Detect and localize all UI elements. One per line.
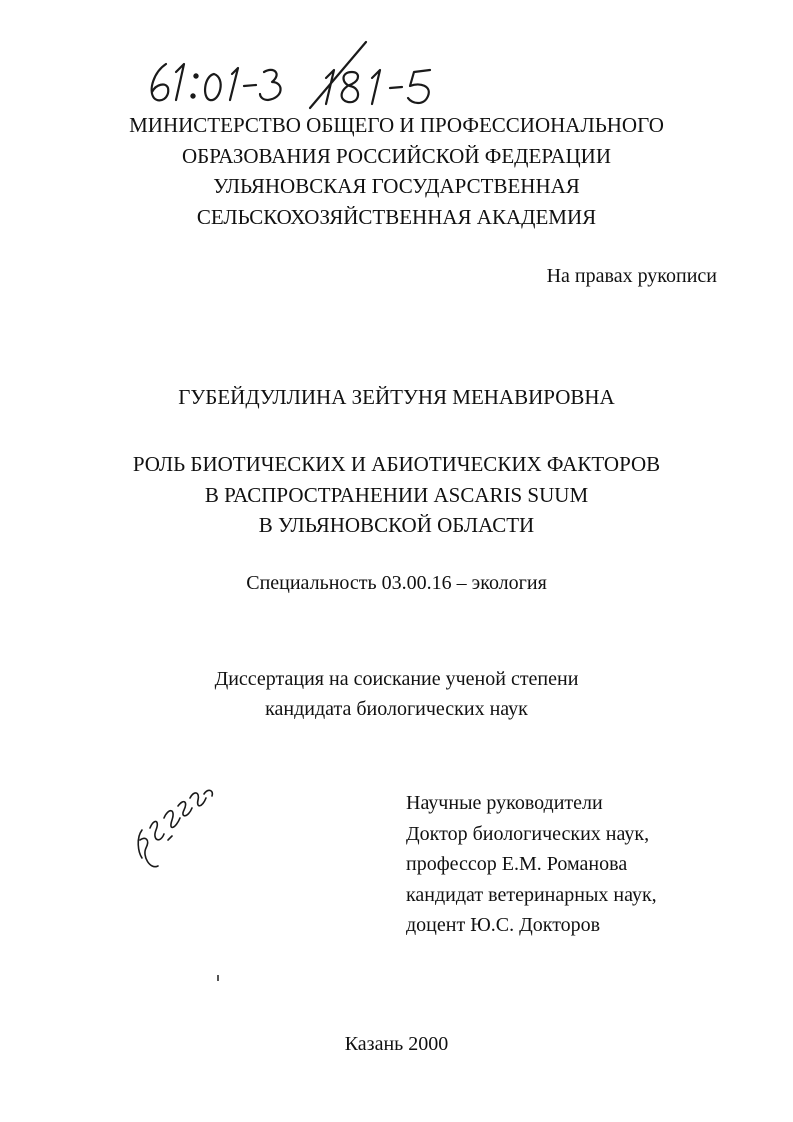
supervisor-line: Научные руководители: [406, 792, 603, 814]
dissertation-degree: [0, 664, 793, 724]
scientific-supervisors: [406, 788, 657, 941]
author-signature: [128, 778, 220, 878]
supervisor-line: профессор Е.М. Романова: [406, 853, 628, 875]
handwritten-catalog-number: [140, 38, 500, 118]
specialty: Специальность 03.00.16 – экология: [246, 572, 547, 594]
institution-header: [0, 110, 793, 232]
institution-line: УЛЬЯНОВСКАЯ ГОСУДАРСТВЕННАЯ: [213, 174, 580, 198]
title-line: РОЛЬ БИОТИЧЕСКИХ И АБИОТИЧЕСКИХ ФАКТОРОВ: [132, 452, 661, 476]
manuscript-rights-note: На правах рукописи: [546, 265, 717, 287]
title-line: В РАСПРОСТРАНЕНИИ ASCARIS SUUM: [204, 482, 589, 507]
supervisor-line: доцент Ю.С. Докторов: [406, 914, 601, 936]
author-name: ГУБЕЙДУЛЛИНА ЗЕЙТУНЯ МЕНАВИРОВНА: [178, 385, 615, 409]
city-year: Казань 2000: [344, 1033, 449, 1055]
degree-line: кандидата биологических наук: [265, 698, 528, 720]
institution-line: ОБРАЗОВАНИЯ РОССИЙСКОЙ ФЕДЕРАЦИИ: [182, 143, 611, 168]
supervisor-line: Доктор биологических наук,: [406, 822, 650, 845]
thesis-title: [0, 449, 793, 541]
institution-line: СЕЛЬСКОХОЗЯЙСТВЕННАЯ АКАДЕМИЯ: [196, 204, 597, 229]
supervisor-line: кандидат ветеринарных наук,: [406, 883, 657, 906]
institution-line: МИНИСТЕРСТВО ОБЩЕГО И ПРОФЕССИОНАЛЬНОГО: [129, 113, 664, 137]
scan-speck: [217, 975, 219, 981]
title-line: В УЛЬЯНОВСКОЙ ОБЛАСТИ: [258, 513, 535, 537]
degree-line: Диссертация на соискание ученой степени: [214, 668, 579, 690]
